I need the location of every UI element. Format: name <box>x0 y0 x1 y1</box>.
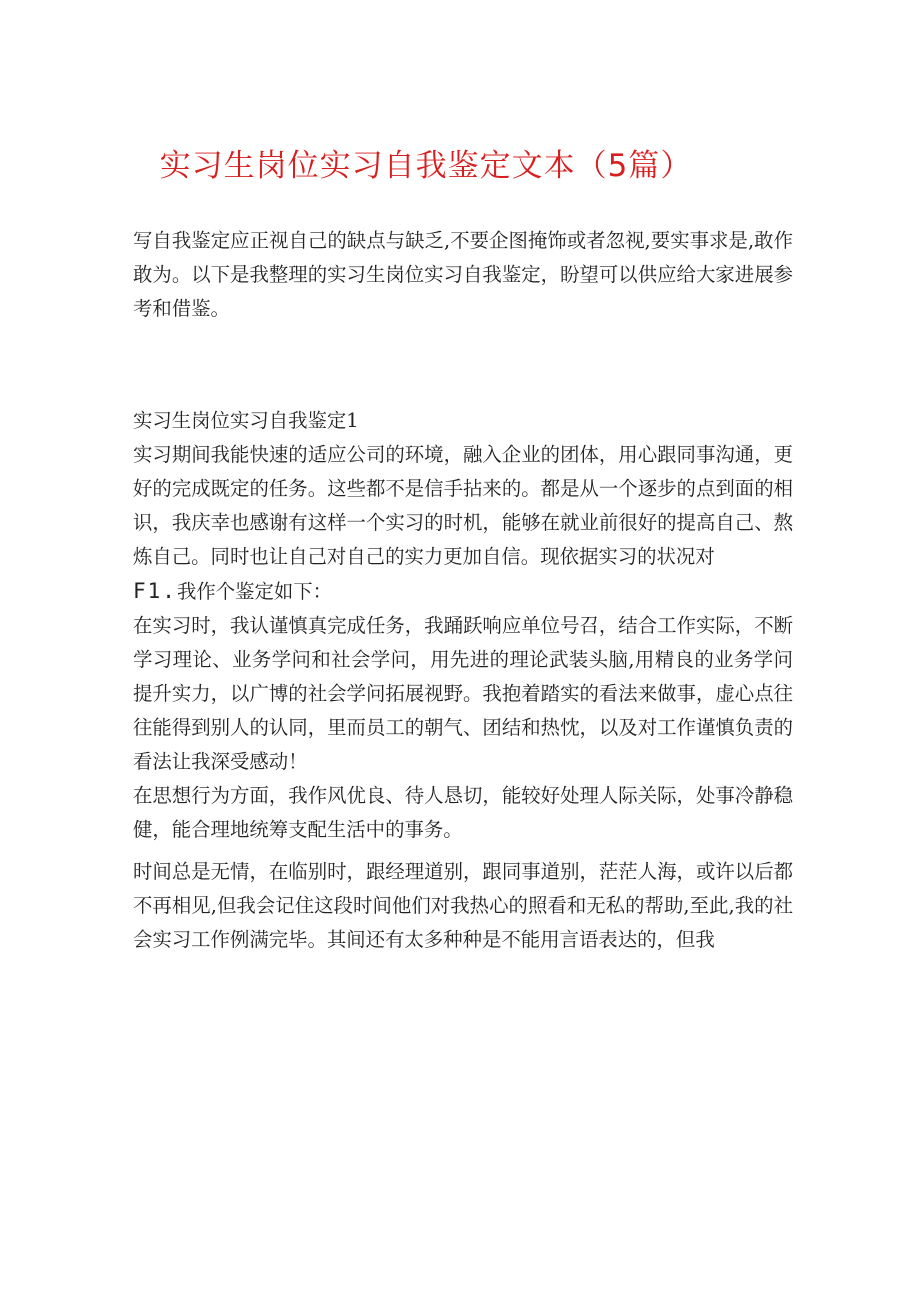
paragraph-3: 在思想行为方面，我作风优良、待人恳切，能较好处理人际关际，处事冷静稳健，能合理地统筹支配生活中的事务。 <box>133 784 793 841</box>
paragraph-4: 时间总是无情，在临别时，跟经理道别，跟同事道别，茫茫人海，或许以后都不再相见,但我会记住这段时间他们对我热心的照看和无私的帮助,至此,我的社会实习工作例满完毕。其间还有太多种种是不能用言语表达的，但我 <box>133 860 793 951</box>
paragraph-1-text: 实习期间我能快速的适应公司的环境，融入企业的团体，用心跟同事沟通，更好的完成既定的任务。这些都不是信手拈来的。都是从一个逐步的点到面的相识，我庆幸也感谢有这样一个实习的时机，能够在就业前很好的提高自己、熬炼自己。同时也让自己对自己的实力更加自信。现依据实习的状况对 <box>133 443 793 568</box>
document-title: 实习生岗位实习自我鉴定文本（5篇） <box>159 148 693 184</box>
section-marker: F1. <box>133 579 177 603</box>
section-heading: 实习生岗位实习自我鉴定1 <box>133 409 359 432</box>
intro-paragraph: 写自我鉴定应正视自己的缺点与缺乏,不要企图掩饰或者忽视,要实事求是,敢作敢为。以下是我整理的实习生岗位实习自我鉴定，盼望可以供应给大家进展参考和借鉴。 <box>133 229 793 320</box>
paragraph-1-continuation <box>133 574 793 609</box>
paragraph-1 <box>133 438 793 574</box>
paragraph-2: 在实习时，我认谨慎真完成任务，我踊跃响应单位号召，结合工作实际，不断学习理论、业务学问和社会学问，用先进的理论武装头脑,用精良的业务学问提升实力，以广博的社会学问拓展视野。我抱着踏实的看法来做事，虚心点往往能得到别人的认同，里而员工的朝气、团结和热忱，以及对工作谨慎负责的看法让我深受感动！ <box>133 614 793 773</box>
paragraph-1-tail: 我作个鉴定如下： <box>176 580 333 603</box>
document-body <box>133 224 793 957</box>
